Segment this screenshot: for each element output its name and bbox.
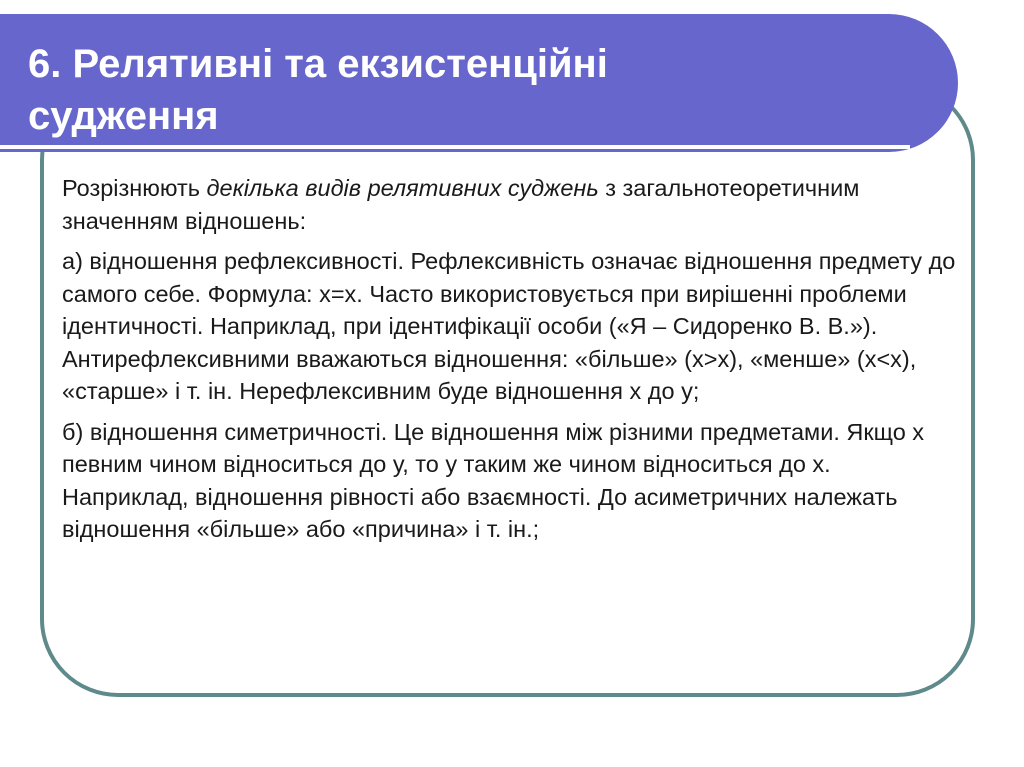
title-band xyxy=(0,14,958,152)
intro-paragraph xyxy=(62,172,962,237)
slide-body xyxy=(62,172,962,554)
slide-title-line-2: судження xyxy=(28,94,219,138)
paragraph-symmetry: б) відношення симетричності. Це відношення між різними предметами. Якщо х певним чином відноситься до у, то у таким же чином відноситься до х. Наприклад, відношення рівності або взаємності. До асиметричних належать відношення «більше» або «причина» і т. ін.; xyxy=(62,418,925,542)
title-underline xyxy=(0,145,910,149)
slide-title-line-1: 6. Релятивні та екзистенційні xyxy=(28,42,608,86)
paragraph-reflexivity: а) відношення рефлексивності. Рефлексивність означає відношення предмету до самого себе. Формула: х=х. Часто використовується при вирішенні проблеми ідентичності. Наприклад, при ідентифікації особи («Я – Сидоренко В. В.»). Антирефлексивними вважаються відношення: «більше» (х>х), «менше» (х<х), «старше» і т. ін. Нерефлексивним буде відношення х до у; xyxy=(62,248,956,404)
intro-suffix: з загальнотеоретичним значенням відношень: xyxy=(62,175,860,234)
intro-emphasis: декілька видів релятивних суджень xyxy=(206,175,599,201)
intro-prefix: Розрізнюють xyxy=(62,175,207,201)
slide-title xyxy=(28,38,908,142)
